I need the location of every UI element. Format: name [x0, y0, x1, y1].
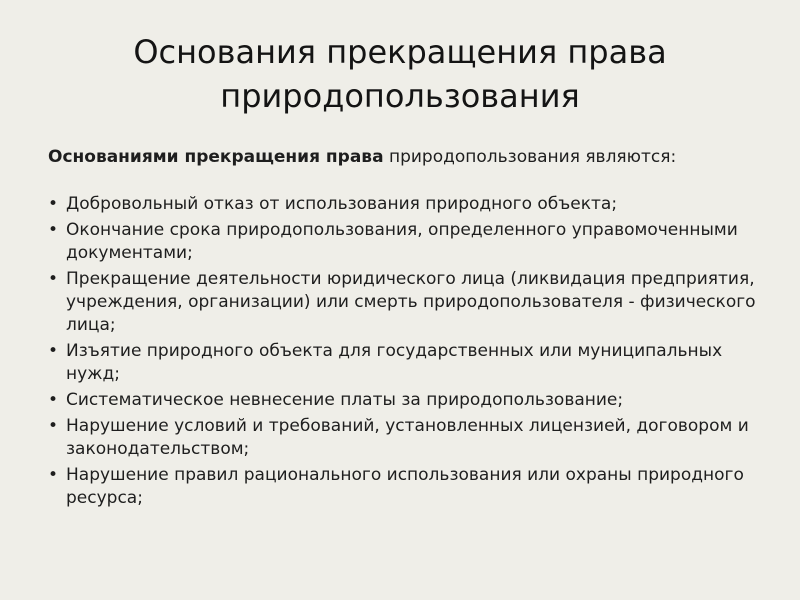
list-item	[48, 219, 768, 265]
list-item-text: Окончание срока природопользования, определенного управомоченными документами;	[66, 220, 738, 263]
bullet-icon: •	[48, 220, 59, 240]
bullet-icon: •	[48, 390, 59, 410]
slide-body	[48, 146, 768, 513]
list-item	[48, 415, 768, 461]
intro-paragraph	[48, 146, 768, 169]
bullet-icon: •	[48, 341, 59, 361]
bullet-list	[48, 193, 768, 510]
bullet-icon: •	[48, 416, 59, 436]
list-item-text: Нарушение условий и требований, установленных лицензией, договором и законодательством;	[66, 416, 749, 459]
list-item-text: Систематическое невнесение платы за природопользование;	[66, 390, 624, 410]
bullet-icon: •	[48, 194, 59, 214]
slide-title: Основания прекращения права природопользования	[133, 33, 667, 115]
list-item	[48, 464, 768, 510]
list-item-text: Добровольный отказ от использования природного объекта;	[66, 194, 618, 214]
list-item-text: Прекращение деятельности юридического лица (ликвидация предприятия, учреждения, организации) или смерть природопользователя - физического лица;	[66, 269, 756, 335]
list-item	[48, 268, 768, 337]
intro-rest-text: природопользования являются:	[383, 147, 677, 167]
bullet-icon: •	[48, 465, 59, 485]
list-item	[48, 193, 768, 216]
intro-bold-text: Основаниями прекращения права	[48, 147, 384, 167]
list-item-text: Нарушение правил рационального использования или охраны природного ресурса;	[66, 465, 744, 508]
bullet-icon: •	[48, 269, 59, 289]
list-item	[48, 389, 768, 412]
list-item	[48, 340, 768, 386]
list-item-text: Изъятие природного объекта для государственных или муниципальных нужд;	[66, 341, 723, 384]
